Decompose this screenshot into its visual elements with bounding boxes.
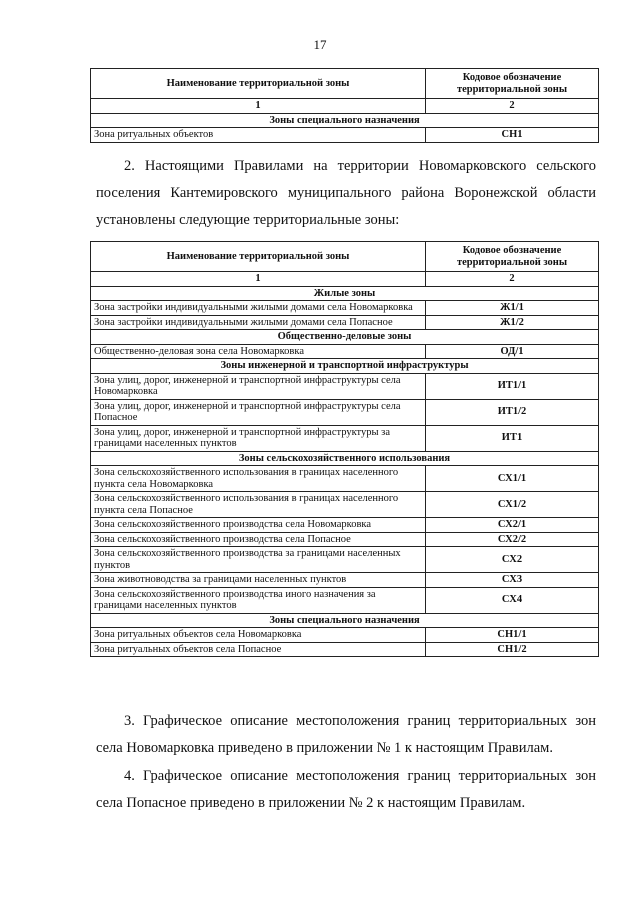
section-row [91, 113, 599, 128]
zone-code: СХ2 [426, 547, 599, 573]
zone-code: СХ2/2 [426, 532, 599, 547]
table-row [91, 573, 599, 588]
zone-name: Зона сельскохозяйственного производства села Попасное [91, 532, 426, 547]
zone-code: ИТ1/1 [426, 373, 599, 399]
table-row [91, 344, 599, 359]
section-title: Зоны сельскохозяйственного использования [91, 451, 599, 466]
zone-name: Зона ритуальных объектов села Новомарковка [91, 628, 426, 643]
zones-table-2 [90, 241, 599, 657]
section-row [91, 359, 599, 374]
table-row [91, 315, 599, 330]
table-row [91, 128, 599, 143]
table-row [91, 492, 599, 518]
header-zone-code: Кодовое обозначение территориальной зоны [426, 69, 599, 99]
section-row [91, 330, 599, 345]
table-row [91, 425, 599, 451]
section-title: Общественно-деловые зоны [91, 330, 599, 345]
section-title: Жилые зоны [91, 286, 599, 301]
table-row [91, 518, 599, 533]
table-row [91, 532, 599, 547]
paragraph-2-text: 2. Настоящими Правилами на территории Новомарковского сельского поселения Кантемировского муниципального района Воронежской области установлены следующие территориальные зоны: [96, 158, 596, 228]
zone-code: СН1/2 [426, 642, 599, 657]
section-row [91, 613, 599, 628]
table-row [91, 628, 599, 643]
table-row [91, 547, 599, 573]
column-number-2: 2 [426, 99, 599, 114]
table-row [91, 373, 599, 399]
zone-name: Зона застройки индивидуальными жилыми домами села Попасное [91, 315, 426, 330]
table-row [91, 301, 599, 316]
zone-code: ИТ1 [426, 425, 599, 451]
header-zone-code: Кодовое обозначение территориальной зоны [426, 242, 599, 272]
section-title: Зоны специального назначения [91, 613, 599, 628]
zones-table-1 [90, 68, 599, 143]
zone-code: СН1/1 [426, 628, 599, 643]
table-header-row [91, 69, 599, 99]
table-row [91, 587, 599, 613]
zone-code: СХ4 [426, 587, 599, 613]
zone-name: Зона ритуальных объектов села Попасное [91, 642, 426, 657]
section-row [91, 286, 599, 301]
table-header-row [91, 242, 599, 272]
zone-code: ИТ1/2 [426, 399, 599, 425]
zone-name: Зона улиц, дорог, инженерной и транспортной инфраструктуры села Попасное [91, 399, 426, 425]
zone-name: Зона сельскохозяйственного использования в границах населенного пункта села Новомарковка [91, 466, 426, 492]
paragraph-3 [96, 708, 596, 762]
zone-name: Зона ритуальных объектов [91, 128, 426, 143]
section-row [91, 451, 599, 466]
paragraph-3-text: 3. Графическое описание местоположения границ территориальных зон села Новомарковка приведено в приложении № 1 к настоящим Правилам. [96, 713, 596, 756]
table-number-row [91, 99, 599, 114]
table-row [91, 466, 599, 492]
zone-name: Зона сельскохозяйственного производства за границами населенных пунктов [91, 547, 426, 573]
paragraph-4 [96, 763, 596, 817]
zone-code: СХ1/1 [426, 466, 599, 492]
zone-code: СХ1/2 [426, 492, 599, 518]
paragraph-4-text: 4. Графическое описание местоположения границ территориальных зон села Попасное приведено в приложении № 2 к настоящим Правилам. [96, 768, 596, 811]
header-zone-name: Наименование территориальной зоны [91, 242, 426, 272]
zone-code: СХ2/1 [426, 518, 599, 533]
zone-code: Ж1/2 [426, 315, 599, 330]
zone-name: Зона застройки индивидуальными жилыми домами села Новомарковка [91, 301, 426, 316]
zone-name: Общественно-деловая зона села Новомарковка [91, 344, 426, 359]
table-number-row [91, 272, 599, 287]
header-zone-name: Наименование территориальной зоны [91, 69, 426, 99]
zone-code: СХ3 [426, 573, 599, 588]
zone-name: Зона животноводства за границами населенных пунктов [91, 573, 426, 588]
zone-name: Зона сельскохозяйственного производства села Новомарковка [91, 518, 426, 533]
page-number: 17 [313, 37, 327, 52]
zone-code: ОД/1 [426, 344, 599, 359]
table-row [91, 642, 599, 657]
zone-code: СН1 [426, 128, 599, 143]
zone-code: Ж1/1 [426, 301, 599, 316]
paragraph-2 [96, 153, 596, 234]
column-number-1: 1 [91, 272, 426, 287]
zone-name: Зона улиц, дорог, инженерной и транспортной инфраструктуры за границами населенных пунктов [91, 425, 426, 451]
section-title: Зоны инженерной и транспортной инфраструктуры [91, 359, 599, 374]
zone-name: Зона улиц, дорог, инженерной и транспортной инфраструктуры села Новомарковка [91, 373, 426, 399]
column-number-2: 2 [426, 272, 599, 287]
zone-name: Зона сельскохозяйственного использования в границах населенного пункта села Попасное [91, 492, 426, 518]
table-row [91, 399, 599, 425]
column-number-1: 1 [91, 99, 426, 114]
section-title: Зоны специального назначения [91, 113, 599, 128]
zone-name: Зона сельскохозяйственного производства иного назначения за границами населенных пунктов [91, 587, 426, 613]
